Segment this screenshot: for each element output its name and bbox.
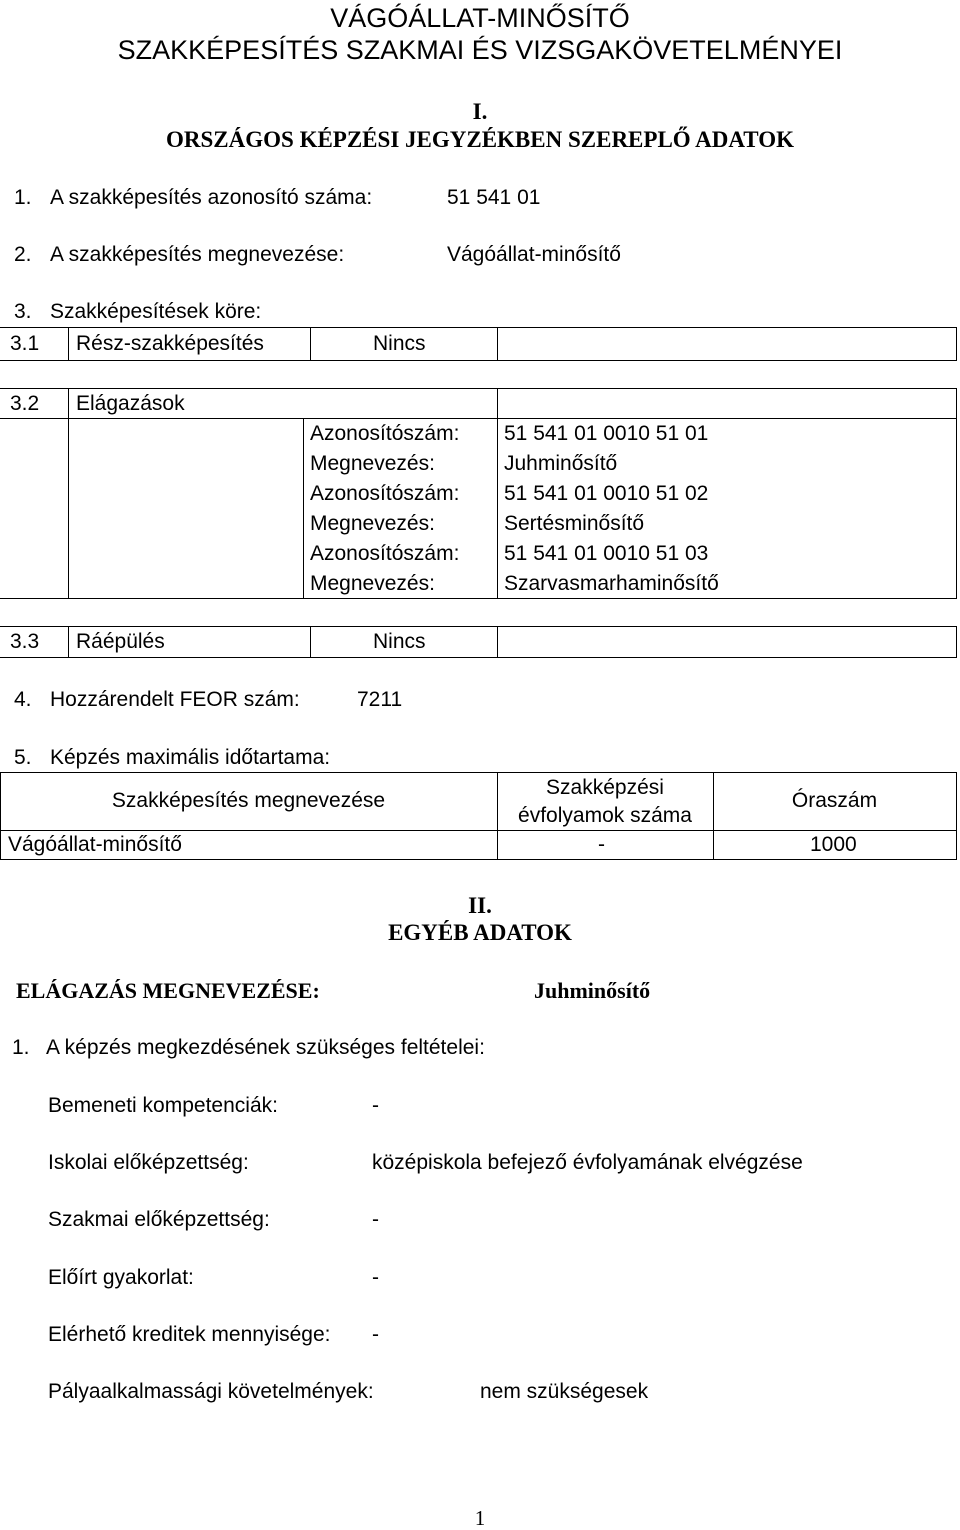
item4-num: 4.	[14, 688, 32, 711]
section1-heading: ORSZÁGOS KÉPZÉSI JEGYZÉKBEN SZEREPLŐ ADATOK	[166, 127, 794, 152]
section1-roman: I.	[472, 99, 488, 124]
item3-label: Szakképesítések köre:	[50, 300, 262, 323]
branch-key: Megnevezés:	[310, 512, 435, 535]
duration-header-years-line1: Szakképzési	[546, 776, 664, 799]
branch-value: 51 541 01 0010 51 03	[504, 542, 709, 565]
section2-item1-num: 1.	[12, 1036, 30, 1059]
item1-num: 1.	[14, 186, 32, 209]
section2-item1-label: A képzés megkezdésének szükséges feltételei:	[46, 1036, 485, 1059]
branch-key: Megnevezés:	[310, 572, 435, 595]
row-3-2-label: Elágazások	[76, 392, 185, 415]
condition-value: középiskola befejező évfolyamának elvégzése	[372, 1151, 803, 1174]
row-3-3-value: Nincs	[373, 630, 426, 653]
section2-heading: EGYÉB ADATOK	[388, 920, 572, 945]
row-3-3-num: 3.3	[10, 630, 40, 653]
branch-value: Szarvasmarhaminősítő	[504, 572, 719, 595]
duration-cell-years: -	[598, 833, 605, 856]
condition-value: -	[372, 1266, 379, 1289]
branch-key: Azonosítószám:	[310, 542, 460, 565]
condition-value: -	[372, 1094, 379, 1117]
duration-header-years-line2: évfolyamok száma	[518, 804, 692, 827]
document-title-line2: SZAKKÉPESÍTÉS SZAKMAI ÉS VIZSGAKÖVETELMÉNYEI	[117, 35, 843, 65]
condition-label: Előírt gyakorlat:	[48, 1266, 194, 1289]
item5-label: Képzés maximális időtartama:	[50, 746, 331, 769]
condition-label: Elérhető kreditek mennyisége:	[48, 1323, 331, 1346]
item3-num: 3.	[14, 300, 32, 323]
branch-label: ELÁGAZÁS MEGNEVEZÉSE:	[16, 978, 320, 1003]
branch-value: 51 541 01 0010 51 02	[504, 482, 709, 505]
item2-label: A szakképesítés megnevezése:	[50, 243, 345, 266]
item2-num: 2.	[14, 243, 32, 266]
row-3-1-label: Rész-szakképesítés	[76, 332, 264, 355]
duration-header-hours: Óraszám	[791, 789, 878, 812]
branch-value: 51 541 01 0010 51 01	[504, 422, 709, 445]
row-3-3-label: Ráépülés	[76, 630, 165, 653]
item1-value: 51 541 01	[447, 186, 541, 209]
branch-key: Azonosítószám:	[310, 482, 460, 505]
item5-num: 5.	[14, 746, 32, 769]
row-3-1-value: Nincs	[373, 332, 426, 355]
condition-value: -	[372, 1323, 379, 1346]
branch-value: Sertésminősítő	[504, 512, 645, 535]
condition-label: Szakmai előképzettség:	[48, 1208, 270, 1231]
document-title-line1: VÁGÓÁLLAT-MINŐSÍTŐ	[330, 3, 630, 33]
row-3-1-num: 3.1	[10, 332, 40, 355]
condition-label: Bemeneti kompetenciák:	[48, 1094, 278, 1117]
duration-cell-name: Vágóállat-minősítő	[8, 833, 182, 856]
duration-cell-hours: 1000	[810, 833, 857, 856]
row-3-2-num: 3.2	[10, 392, 40, 415]
page-number: 1	[474, 1506, 486, 1530]
branch-value: Juhminősítő	[534, 978, 651, 1003]
branch-key: Azonosítószám:	[310, 422, 460, 445]
condition-value: nem szükségesek	[480, 1380, 649, 1403]
condition-value: -	[372, 1208, 379, 1231]
item4-value: 7211	[357, 688, 403, 711]
condition-label: Pályaalkalmassági követelmények:	[48, 1380, 374, 1403]
item4-label: Hozzárendelt FEOR szám:	[50, 688, 300, 711]
item1-label: A szakképesítés azonosító száma:	[50, 186, 373, 209]
branch-value: Juhminősítő	[504, 452, 618, 475]
duration-header-name: Szakképesítés megnevezése	[111, 789, 386, 812]
branch-key: Megnevezés:	[310, 452, 435, 475]
section2-roman: II.	[468, 893, 492, 918]
item2-value: Vágóállat-minősítő	[447, 243, 621, 266]
condition-label: Iskolai előképzettség:	[48, 1151, 249, 1174]
